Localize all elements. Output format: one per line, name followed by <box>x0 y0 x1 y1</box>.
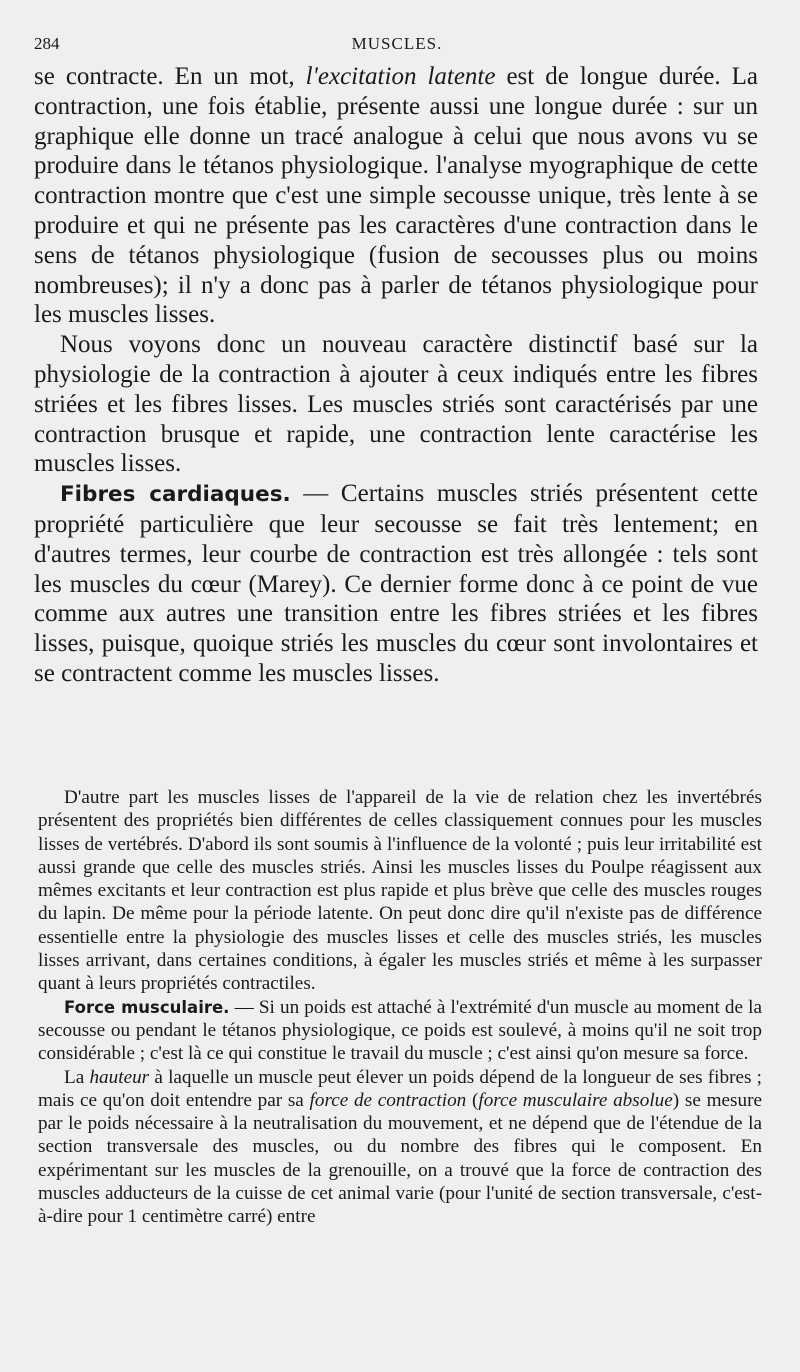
paragraph-latent-excitation <box>34 62 758 330</box>
paragraph-cardiac-fibres <box>34 479 758 689</box>
text-run: La <box>64 1066 90 1088</box>
text-run: à laquelle un muscle peut élever un poids dépend de la longueur de ses fibres ; mais ce qu'on doit entendre par sa <box>38 1066 762 1111</box>
page-header <box>34 30 760 58</box>
paragraph-distinctive-character: Nous voyons donc un nouveau caractère distinctif basé sur la physiologie de la contraction à ajouter à ceux indiqués entre les fibres striées et les fibres lisses. Les muscles striés sont caractérisés par une contraction brusque et rapide, une contraction lente caractérise les muscles lisses. <box>34 331 758 478</box>
italic-term: force musculaire absolue <box>478 1089 673 1111</box>
page-number: 284 <box>34 34 60 53</box>
paragraph-muscular-force <box>38 996 762 1066</box>
text-run: — Certains muscles striés présentent cette propriété particulière que leur secousse se fait très lentement; en d'autres termes, leur courbe de contraction est très allongée : tels sont les muscles du cœur (Marey). Ce dernier forme donc à ce point de vue comme aux autres une transition entre les fibres striées et les fibres lisses, puisque, quoique striés les muscles du cœur sont involontaires et se contractent comme les muscles lisses. <box>34 480 759 687</box>
text-run: se contracte. En un mot, <box>34 63 306 90</box>
text-run: ) se mesure par le poids nécessaire à la neutralisation du mouvement, et ne dépend que de l'étendue de la section transversale des muscles, ou du nombre des fibres qui le composent. En expérimentant sur les muscles de la grenouille, on a trouvé que la force de contraction des muscles adducteurs de la cuisse de cet animal varie (pour l'unité de section transversale, c'est-à-dire pour 1 centimètre carré) entre <box>38 1089 762 1228</box>
text-run: ( <box>466 1089 479 1111</box>
text-run: est de longue durée. La contraction, une fois établie, présente aussi une longue durée : sur un graphique elle donne un tracé analogue à celui que nous avons vu se produire dans le tétanos physiologique. l'analyse myographique de cette contraction montre que c'est une simple secousse unique, très lente à se produire et qui ne présente pas les caractères d'une contraction dans le sens de tétanos physiologique (fusion de secousses plus ou moins nombreuses); il n'y a donc pas à parler de tétanos physiologique pour les muscles lisses. <box>34 63 758 329</box>
italic-term: hauteur <box>89 1066 150 1088</box>
text-run: — Si un poids est attaché à l'extrémité d'un muscle au moment de la secousse ou pendant le tétanos physiologique, ce poids est soulevé, à moins qu'il ne soit trop considérable ; c'est là ce qui constitue le travail du muscle ; c'est ainsi qu'on mesure sa force. <box>38 996 762 1065</box>
section-heading-cardiac: Fibres cardiaques. <box>60 482 291 508</box>
section-heading-force: Force musculaire. <box>64 997 230 1017</box>
running-title: MUSCLES. <box>351 34 443 53</box>
small-text-block <box>38 786 762 1229</box>
paragraph-invertebrates: D'autre part les muscles lisses de l'appareil de la vie de relation chez les invertébrés présentent des propriétés bien différentes de celles classiquement connues pour les muscles lisses de vertébrés. D'abord ils sont soumis à l'influence de la volonté ; puis leur irritabilité est aussi grande que celle des muscles striés. Ainsi les muscles lisses du Poulpe réagissent aux mêmes excitants et leur contraction est plus rapide et plus brève que celle des muscles rouges du lapin. De même pour la période latente. On peut donc dire qu'il n'existe pas de différence essentielle entre la physiologie des muscles lisses et celle des muscles striés, les muscles lisses arrivant, dans certaines conditions, à égaler les muscles striés et même à les surpasser quant à leurs propriétés contractiles. <box>38 787 762 995</box>
italic-term: force de contraction <box>309 1089 467 1111</box>
paragraph-height-weight <box>38 1066 762 1229</box>
main-text-block <box>34 62 758 689</box>
italic-term: l'excitation latente <box>305 63 496 90</box>
